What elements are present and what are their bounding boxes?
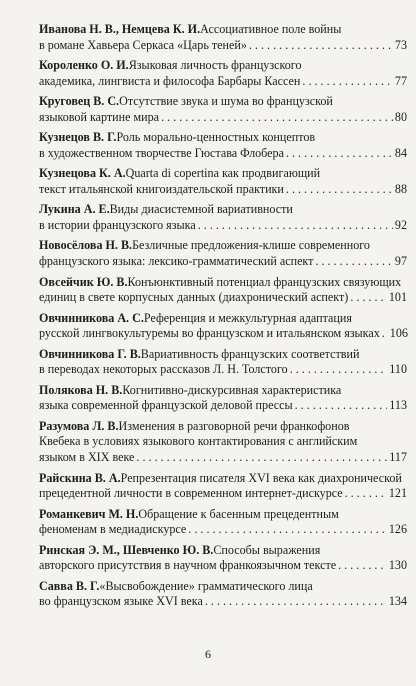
- toc-entry-title: Изменения в разговорной речи франкофонов: [118, 418, 350, 433]
- toc-entry: [39, 347, 407, 378]
- toc-entry-first-line: [39, 238, 407, 254]
- toc-entry-author: Романкевич М. Н.: [39, 506, 139, 521]
- toc-entry-page-number: 110: [389, 362, 407, 377]
- toc-entry: [39, 275, 407, 306]
- toc-entry: [39, 471, 407, 502]
- toc-entry-author: Овчинникова Г. В.: [39, 346, 141, 361]
- toc-entry-title: Виды диасистемной вариативности: [109, 202, 293, 217]
- toc-entry-continuation-line: [39, 558, 407, 574]
- dot-leader: [345, 486, 387, 502]
- toc-entry-page-number: 84: [394, 145, 407, 160]
- toc-entry-continuation-line: [39, 486, 407, 502]
- toc-entry-title: Ассоциативное поле войны: [200, 22, 342, 36]
- toc-entry-title: Роль морально-ценностных концептов: [116, 130, 316, 145]
- toc-entry-first-line: [39, 202, 407, 218]
- toc-entry-continuation-line: [39, 254, 407, 270]
- toc-entry: [39, 238, 407, 269]
- toc-entry-title: прецедентной личности в современном интернет-дискурсе: [39, 486, 343, 501]
- toc-entry-continuation-line: [39, 110, 407, 126]
- toc-entry-page-number: 101: [388, 290, 407, 305]
- toc-entry-title: Языковая личность французского: [128, 58, 302, 73]
- toc-entry: [39, 202, 407, 233]
- dot-leader: [198, 218, 393, 234]
- toc-entry-title: языка современной французской деловой прессы: [39, 398, 293, 413]
- toc-entry-continuation-line: [39, 594, 407, 610]
- toc-entry-title: Конъюнктивный потенциал французских связующих: [127, 274, 402, 289]
- toc-entry-title: академика, лингвиста и философа Барбары Кассен: [39, 73, 301, 88]
- toc-entry-author: Райскина В. А.: [39, 470, 121, 485]
- toc-entry: [39, 543, 407, 574]
- toc-entry-page-number: 88: [394, 181, 407, 196]
- dot-leader: [338, 558, 387, 574]
- toc-entry-author: Овсейчик Ю. В.: [39, 274, 128, 289]
- toc-entry-author: Разумова Л. В.: [39, 418, 119, 433]
- toc-entry-first-line: [39, 543, 407, 559]
- toc-entry-title: языком в XIX веке: [39, 450, 135, 465]
- toc-entry-author: Кузнецов В. Г.: [39, 130, 117, 145]
- toc-entry-author: Савва В. Г.: [39, 578, 100, 593]
- toc-entry-title: во французском языке XVI века: [39, 594, 203, 609]
- toc-entry-author: Круговец В. С.: [39, 94, 120, 109]
- toc-entry-first-line: [39, 347, 407, 363]
- toc-entry: [39, 22, 407, 53]
- toc-entry-first-line: [39, 275, 407, 291]
- toc-entry-author: Лукина А. Е.: [39, 202, 110, 217]
- toc-entry: [39, 130, 407, 161]
- toc-entry-page-number: 106: [389, 326, 408, 341]
- toc-entry-first-line: [39, 579, 407, 595]
- dot-leader: [315, 254, 392, 270]
- toc-entry-title: «Высвобождение» грамматического лица: [99, 578, 313, 593]
- toc-entry-first-line: [39, 94, 407, 110]
- toc-entry-title: текст итальянской книгоиздательской практики: [39, 181, 284, 196]
- toc-entry-page-number: 113: [389, 398, 407, 413]
- toc-entry-page-number: 130: [388, 558, 407, 573]
- toc-entry-continuation-line: [39, 326, 407, 342]
- page-number-footer: 6: [205, 647, 211, 661]
- dot-leader: [350, 290, 387, 306]
- toc-entry-first-line: [39, 58, 407, 74]
- toc-entry-page-number: 92: [394, 217, 407, 232]
- toc-entry-page-number: 121: [388, 486, 407, 501]
- toc-entry-author: Ринская Э. М., Шевченко Ю. В.: [39, 542, 214, 557]
- toc-entry-continuation-line: [39, 218, 407, 234]
- dot-leader: [290, 362, 388, 378]
- dot-leader: [302, 74, 393, 90]
- toc-entry-continuation-line: [39, 182, 407, 198]
- toc-entry-first-line: [39, 383, 407, 399]
- toc-entry-title: Отсутствие звука и шума во французской: [119, 94, 333, 109]
- toc-entry-author: Кузнецова К. А.: [39, 166, 126, 181]
- toc-entry-page-number: 73: [394, 37, 407, 52]
- toc-entry-title: феноменам в медиадискурсе: [39, 522, 187, 537]
- toc-entry-continuation-line: [39, 146, 407, 162]
- dot-leader: [188, 522, 387, 538]
- toc-entry-title: Вариативность французских соответствий: [140, 346, 360, 361]
- toc-entry-title: Референция и межкультурная адаптация: [143, 310, 352, 325]
- toc-entry-title: в романе Хавьера Серкаса «Царь теней»: [39, 37, 247, 52]
- toc-entry-title: русской лингвокультуремы во французском и итальянском языках: [39, 326, 380, 341]
- toc-entry-title: Репрезентация писателя XVI века как диахронической: [120, 470, 402, 485]
- toc-entry-title: авторского присутствия в научном франкоязычном тексте: [39, 558, 337, 573]
- toc-entry-title: Обращение к басенным прецедентным: [138, 506, 339, 521]
- dot-leader: [295, 398, 388, 414]
- toc-entry-author: Полякова Н. В.: [39, 382, 123, 397]
- toc-entry-continuation-line: [39, 290, 407, 306]
- dot-leader: [161, 110, 393, 126]
- dot-leader: [249, 38, 393, 54]
- toc-entry-first-line: [39, 130, 407, 146]
- toc-entry-title: Безличные предложения-клише современного: [132, 238, 370, 253]
- toc-entry-page-number: 134: [388, 594, 407, 609]
- toc-entry-title: французского языка: лексико-грамматический аспект: [39, 254, 314, 269]
- toc-entry-page-number: 97: [394, 254, 407, 269]
- toc-entry-first-line: [39, 419, 407, 435]
- dot-leader: [286, 182, 393, 198]
- toc-entry-author: Иванова Н. В., Немцева К. И.: [39, 22, 201, 36]
- toc-entry-page-number: 126: [388, 522, 407, 537]
- toc-entry-author: Овчинникова А. С.: [39, 310, 144, 325]
- toc-entry-title: в художественном творчестве Гюстава Флобера: [39, 145, 284, 160]
- toc-entry-title: в переводах некоторых рассказов Л. Н. Толстого: [39, 362, 288, 377]
- toc-entry-title: единиц в свете корпусных данных (диахронический аспект): [39, 290, 349, 305]
- toc-entry-continuation-line: [39, 434, 407, 450]
- toc-entry-first-line: [39, 507, 407, 523]
- toc-entry-page-number: 117: [389, 450, 407, 465]
- toc-entry-first-line: [39, 166, 407, 182]
- toc-entry-author: Новосёлова Н. В.: [39, 238, 133, 253]
- dot-leader: [205, 594, 387, 610]
- toc-entry-title: Quarta di copertina как продвигающий: [125, 166, 321, 181]
- dot-leader: [382, 326, 388, 342]
- toc-entry: [39, 419, 407, 466]
- toc-entry-continuation-line: [39, 38, 407, 54]
- dot-leader: [136, 450, 387, 466]
- toc-entry-title: Способы выражения: [213, 542, 321, 557]
- toc-entry-page-number: 77: [394, 73, 407, 88]
- toc-entry: [39, 311, 407, 342]
- toc-entry: [39, 58, 407, 89]
- toc-entry-title: в истории французского языка: [39, 217, 196, 232]
- toc-entry-title: языковой картине мира: [39, 109, 160, 124]
- toc-entry-first-line: [39, 311, 407, 327]
- toc-entry-title: Квебека в условиях языкового контактирования с английским: [39, 434, 358, 449]
- toc-entry-first-line: [39, 22, 407, 38]
- dot-leader: [286, 146, 393, 162]
- toc-entry-continuation-line: [39, 522, 407, 538]
- toc-entry-continuation-line: [39, 398, 407, 414]
- toc-entry: [39, 383, 407, 414]
- toc-entry: [39, 579, 407, 610]
- table-of-contents: [39, 22, 407, 615]
- toc-entry: [39, 94, 407, 125]
- toc-entry-continuation-line: [39, 450, 407, 466]
- toc-entry-continuation-line: [39, 74, 407, 90]
- toc-entry-author: Короленко О. И.: [39, 58, 129, 73]
- toc-entry: [39, 166, 407, 197]
- toc-entry-first-line: [39, 471, 407, 487]
- toc-entry: [39, 507, 407, 538]
- toc-entry-page-number: 80: [394, 109, 407, 124]
- toc-entry-continuation-line: [39, 362, 407, 378]
- toc-entry-title: Когнитивно-дискурсивная характеристика: [122, 382, 342, 397]
